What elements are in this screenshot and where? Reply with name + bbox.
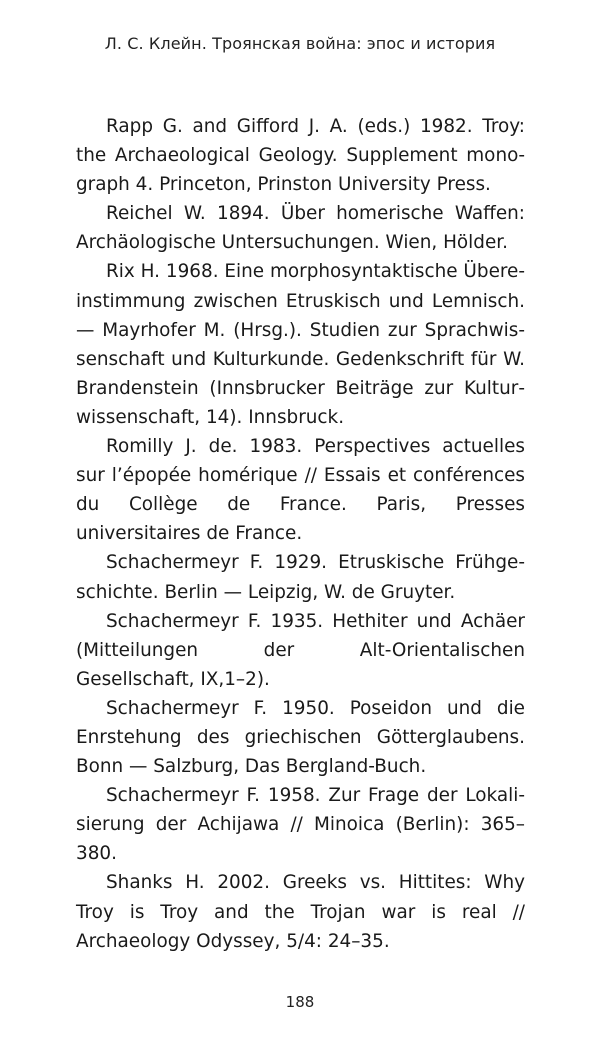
bibliography-list (76, 112, 525, 956)
page-number: 188 (285, 993, 315, 1011)
running-title: Л. С. Клейн. Троянская война: эпос и история (104, 34, 496, 53)
bibliography-entry: Shanks H. 2002. Greeks vs. Hittites: Why Troy is Troy and the Trojan war is real // Archaeology Odyssey, 5/4: 24–35. (76, 872, 525, 952)
bibliography-entry: Rix H. 1968. Eine morphosyntaktische Übereinstimmung zwischen Etruskisch und Lemnisch. — Mayrhofer M. (Hrsg.). Studien zur Sprachwissenschaft und Kulturkunde. Gedenkschrift für W. Brandenstein (Innsbrucker Beiträge zur Kulturwissenschaft, 14). Innsbruck. (76, 261, 525, 428)
bibliography-entry: Reichel W. 1894. Über homerische Waffen: Archäologische Untersuchungen. Wien, Hölder. (76, 203, 525, 254)
bibliography-entry: Rapp G. and Gifford J. A. (eds.) 1982. Troy: the Archaeological Geology. Supplement monograph 4. Princeton, Prinston University Press. (76, 116, 525, 196)
bibliography-entry: Schachermeyr F. 1958. Zur Frage der Lokalisierung der Achijawa // Minoica (Berlin): 365–380. (76, 785, 525, 865)
bibliography-entry: Schachermeyr F. 1929. Etruskische Frühgeschichte. Berlin — Leipzig, W. de Gruyter. (76, 552, 525, 603)
bibliography-entry: Schachermeyr F. 1950. Poseidon und die Enrstehung des griechischen Götterglaubens. Bonn — Salzburg, Das Bergland-Buch. (76, 697, 525, 778)
bibliography-entry: Romilly J. de. 1983. Perspectives actuelles sur l’épopée homérique // Essais et conférences du Collège de France. Paris, Presses universitaires de France. (76, 436, 525, 545)
bibliography-entry: Schachermeyr F. 1935. Hethiter und Achäer (Mitteilungen der Alt-Orientalischen Gesellschaft, IX,1–2). (76, 610, 525, 690)
